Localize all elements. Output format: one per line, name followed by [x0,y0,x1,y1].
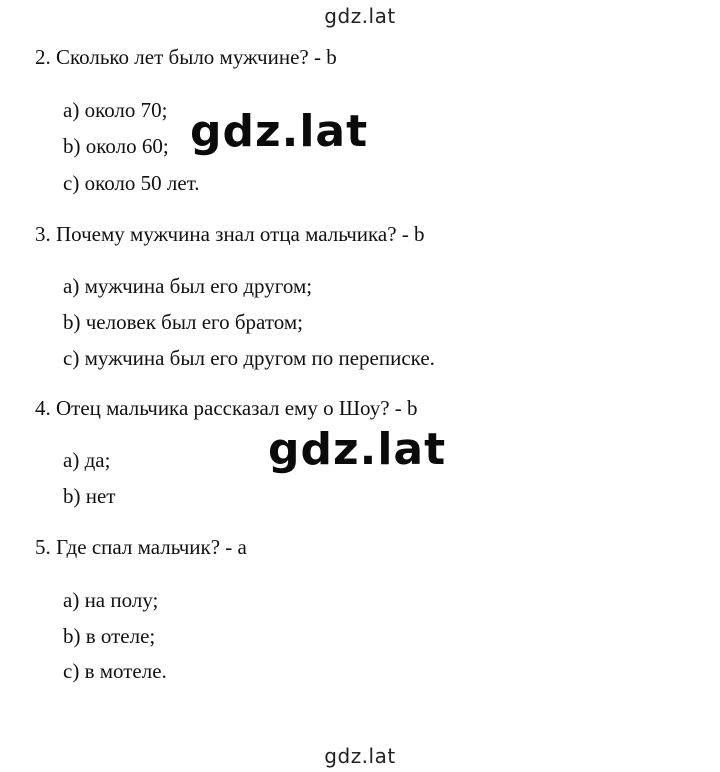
watermark-top: gdz.lat [324,4,396,28]
answer-option: c) около 50 лет. [63,171,200,195]
answer-option: c) в мотеле. [63,659,167,683]
question-text: 5. Где спал мальчик? - a [35,535,247,559]
watermark-middle-2: gdz.lat [268,424,447,475]
answer-option: a) да; [63,448,111,472]
answer-option: b) нет [63,484,116,508]
answer-option: b) около 60; [63,134,169,158]
answer-option: a) около 70; [63,98,168,122]
answer-option: a) мужчина был его другом; [63,274,313,298]
question-text: 2. Сколько лет было мужчине? - b [35,45,337,69]
watermark-bottom: gdz.lat [324,744,396,768]
watermark-middle-1: gdz.lat [190,106,369,157]
question-text: 3. Почему мужчина знал отца мальчика? - b [35,222,425,246]
answer-option: b) в отеле; [63,624,156,648]
question-text: 4. Отец мальчика рассказал ему о Шоу? - b [35,396,418,420]
answer-option: c) мужчина был его другом по переписке. [63,346,435,370]
answer-option: b) человек был его братом; [63,310,303,334]
answer-option: a) на полу; [63,588,159,612]
